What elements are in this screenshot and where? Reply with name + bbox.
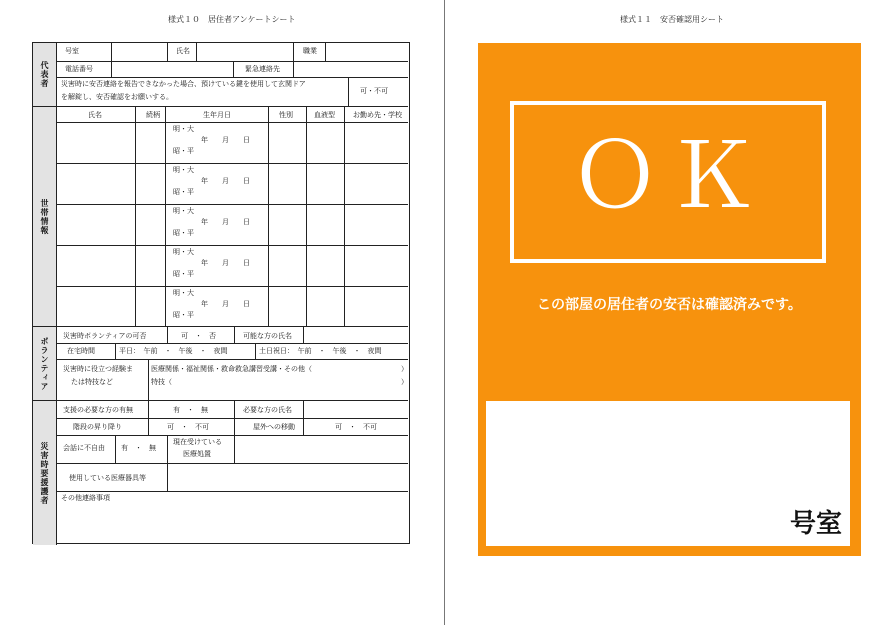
possible-names-field[interactable] [303,327,408,343]
household-header-work-school: お勤め先・学校 [353,111,402,119]
devices-field[interactable] [167,463,408,491]
representative-section [33,43,408,106]
occupation-label: 職業 [303,47,317,55]
treatment-label-2: 医療処置 [183,450,211,458]
ok-text: ＯＫ [570,124,766,229]
stairs-options[interactable]: 可 ・ 不可 [167,423,209,431]
questionnaire-form [32,42,410,544]
support-section-label: 災害時要援護者 [40,441,49,505]
skills-close-2: ） [401,378,408,386]
need-support-options[interactable]: 有 ・ 無 [173,406,208,414]
row5-era-bottom: 昭・平 [173,311,194,319]
safety-confirmation-page [445,0,889,625]
row5-ymd: 年 月 日 [201,300,250,308]
skills-text-2[interactable]: 特技（ [151,378,172,386]
occupation-field[interactable] [325,43,408,61]
row5-era-top: 明・大 [173,289,194,297]
row2-era-top: 明・大 [173,166,194,174]
skills-label-1: 災害時に役立つ経験ま [63,365,133,373]
volunteer-section [33,326,408,401]
room-label: 号室 [65,47,79,55]
emergency-contact-label: 緊急連絡先 [245,65,280,73]
name-label: 氏名 [176,47,190,55]
phone-label: 電話番号 [65,65,93,73]
ok-frame [510,101,826,263]
page-title: 様式１０ 居住者アンケートシート [168,15,296,24]
possible-names-label: 可能な方の氏名 [243,332,292,340]
row3-era-bottom: 昭・平 [173,229,194,237]
phone-field[interactable] [111,61,233,77]
page-title: 様式１１ 安否確認用シート [620,15,724,24]
speech-label: 会話に不自由 [63,444,105,452]
household-header-relation: 続柄 [146,111,160,119]
volunteer-availability-options[interactable]: 可 ・ 否 [181,332,216,340]
row3-era-top: 明・大 [173,207,194,215]
speech-options[interactable]: 有 ・ 無 [121,444,156,452]
questionnaire-page [0,0,444,625]
household-section-label: 世帯情報 [40,199,49,235]
other-notes-label: その他連絡事項 [61,494,110,502]
row4-ymd: 年 月 日 [201,259,250,267]
need-support-name-label: 必要な方の氏名 [243,406,292,414]
skills-close-1: ） [401,365,408,373]
row4-era-bottom: 昭・平 [173,270,194,278]
household-header-gender: 性別 [279,111,293,119]
representative-section-label: 代表者 [40,61,49,88]
name-field[interactable] [196,43,293,61]
ok-sheet [478,43,861,556]
household-header-blood: 血液型 [314,111,335,119]
room-number-box[interactable] [486,401,850,546]
need-support-label: 支援の必要な方の有無 [63,406,133,414]
emergency-contact-field[interactable] [293,61,408,77]
skills-label-2: たは特技など [71,378,113,386]
outdoor-options[interactable]: 可 ・ 不可 [335,423,377,431]
row1-era-top: 明・大 [173,125,194,133]
row3-ymd: 年 月 日 [201,218,250,226]
weekday-home-time[interactable]: 平日： 午前 ・ 午後 ・ 夜間 [119,347,228,355]
volunteer-section-label: ボランティア [40,337,49,391]
consent-options[interactable]: 可・不可 [360,87,388,95]
household-header-name: 氏名 [88,111,102,119]
outdoor-label: 屋外への移動 [253,423,295,431]
support-section [33,400,408,545]
room-label: 号室 [789,509,842,539]
volunteer-availability-label: 災害時ボランティアの可否 [63,332,147,340]
need-support-name-field[interactable] [303,401,408,418]
row1-ymd: 年 月 日 [201,136,250,144]
household-header-birthdate: 生年月日 [203,111,231,119]
row1-era-bottom: 昭・平 [173,147,194,155]
room-field[interactable] [111,43,167,61]
disaster-consent-text-1: 災害時に安否連絡を報告できなかった場合、預けている鍵を使用して玄関ドア [61,80,306,88]
confirmation-message: この部屋の居住者の安否は確認済みです。 [537,297,802,313]
row2-era-bottom: 昭・平 [173,188,194,196]
stairs-label: 階段の昇り降り [73,423,122,431]
other-notes-field[interactable] [56,504,408,544]
row2-ymd: 年 月 日 [201,177,250,185]
disaster-consent-text-2: を解錠し、安否確認をお願いする。 [61,93,173,101]
treatment-field[interactable] [234,435,408,463]
treatment-label-1: 現在受けている [173,438,222,446]
skills-text-1[interactable]: 医療関係・福祉関係・救命救急講習受講・その他（ [151,365,312,373]
devices-label: 使用している医療器具等 [69,474,146,482]
weekend-home-time[interactable]: 土日祝日： 午前 ・ 午後 ・ 夜間 [259,347,382,355]
row4-era-top: 明・大 [173,248,194,256]
home-time-label: 在宅時間 [67,347,95,355]
household-section [33,106,408,327]
